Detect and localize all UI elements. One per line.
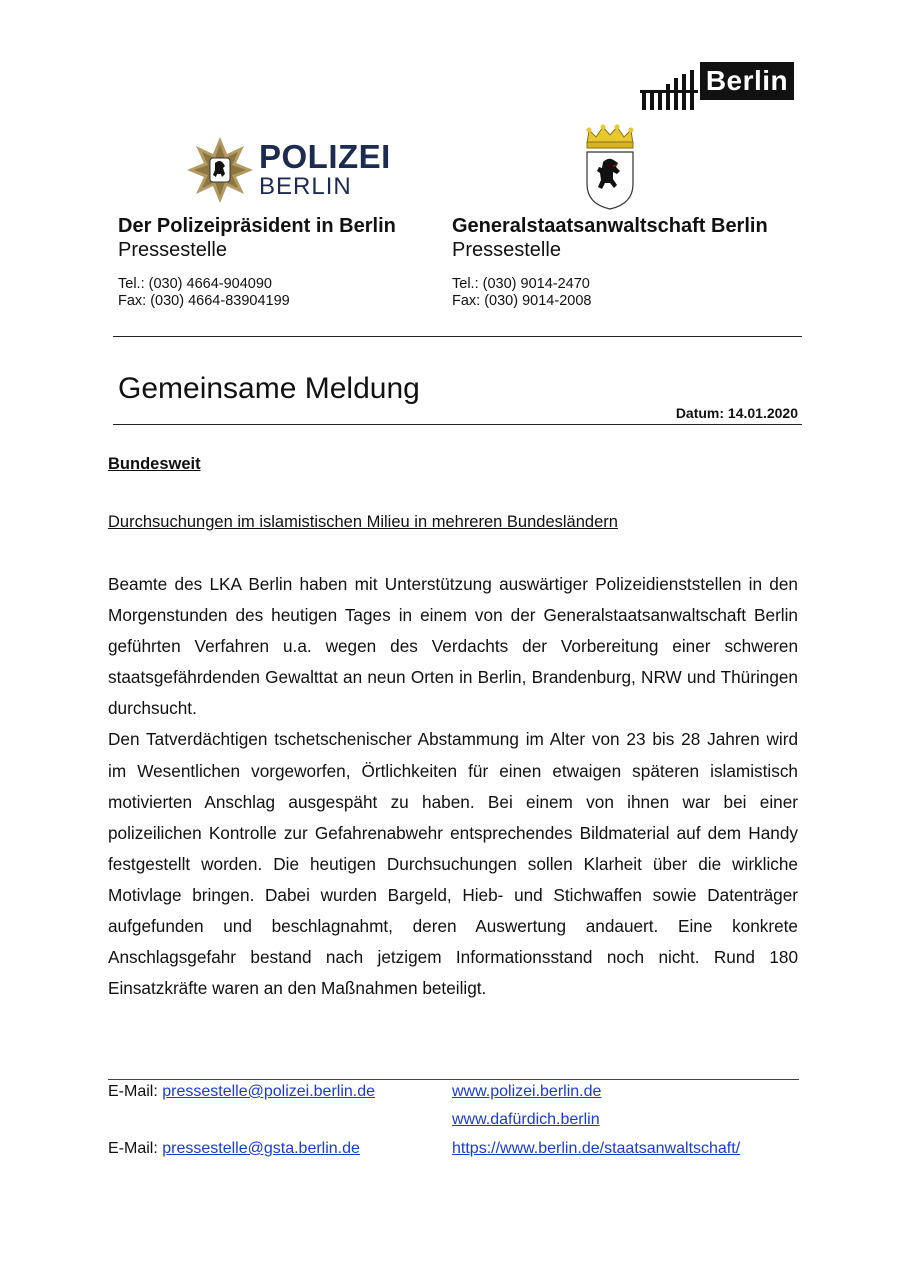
footer-email-gsta-row: [108, 1139, 360, 1159]
web-link-dafuerdich[interactable]: www.dafürdich.berlin: [452, 1111, 600, 1128]
footer-divider: [108, 1079, 799, 1080]
footer-email-police-row: [108, 1082, 375, 1102]
footer-web-link-staatsanwaltschaft[interactable]: [452, 1139, 740, 1159]
police-press-office: [118, 214, 396, 310]
prosecution-org-title: Generalstaatsanwaltschaft Berlin: [452, 215, 768, 237]
document-title: Gemeinsame Meldung: [118, 372, 420, 405]
header-divider: [113, 336, 802, 337]
email-label: E-Mail:: [108, 1140, 163, 1157]
police-fax: Fax: (030) 4664-83904199: [118, 293, 290, 309]
prosecution-tel: Tel.: (030) 9014-2470: [452, 276, 590, 292]
police-star-icon: [186, 136, 254, 204]
email-link-police[interactable]: pressestelle@polizei.berlin.de: [162, 1083, 376, 1100]
web-link-police[interactable]: www.polizei.berlin.de: [452, 1083, 602, 1100]
brandenburg-gate-icon: [640, 70, 698, 110]
berlin-coat-of-arms-icon: [583, 124, 637, 210]
web-link-staatsanwaltschaft[interactable]: https://www.berlin.de/staatsanwaltschaft/: [452, 1140, 741, 1157]
email-link-gsta[interactable]: pressestelle@gsta.berlin.de: [162, 1140, 360, 1157]
footer-web-link-dafuerdich[interactable]: [452, 1110, 600, 1130]
body-paragraph: Beamte des LKA Berlin haben mit Unterstützung auswärtiger Polizeidienststellen in den Morgenstunden des heutigen Tages in einem von der Generalstaatsanwaltschaft Berlin geführten Verfahren u.a. wegen des Verdachts der Vorbereitung einer schweren staatsgefährdenden Gewalttat an neun Orten in Berlin, Brandenburg, NRW und Thüringen durchsucht.: [108, 574, 798, 719]
title-divider: [113, 424, 802, 425]
body-paragraph: Den Tatverdächtigen tschetschenischer Abstammung im Alter von 23 bis 28 Jahren wird im Wesentlichen vorgeworfen, Örtlichkeiten für einen etwaigen späteren islamistisch motivierten Anschlag ausgespäht zu haben. Bei einem von ihnen war bei einer polizeilichen Kontrolle zur Gefahrenabwehr entsprechendes Bildmaterial auf dem Handy festgestellt worden. Die heutigen Durchsuchungen sollen Klarheit über die wirkliche Motivlage bringen. Dabei wurden Bargeld, Hieb- und Stichwaffen sowie Datenträger aufgefunden und beschlagnahmt, deren Auswertung andauert. Eine konkrete Anschlagsgefahr bestand nach jetzigem Informationsstand noch nicht. Rund 180 Einsatzkräfte waren an den Maßnahmen beteiligt.: [108, 729, 798, 999]
prosecution-press-office: [452, 214, 768, 310]
category-heading: Bundesweit: [108, 455, 201, 473]
document-date: Datum: 14.01.2020: [675, 405, 798, 421]
police-tel: Tel.: (030) 4664-904090: [118, 276, 272, 292]
prosecution-fax: Fax: (030) 9014-2008: [452, 293, 592, 309]
email-label: E-Mail:: [108, 1083, 163, 1100]
berlin-logo: [640, 62, 795, 110]
article-body: [108, 569, 798, 1004]
berlin-wordmark-small: BERLIN: [259, 173, 352, 200]
police-org-subtitle: Pressestelle: [118, 239, 227, 261]
prosecution-org-subtitle: Pressestelle: [452, 239, 561, 261]
polizei-berlin-logo: [186, 136, 391, 206]
berlin-wordmark: Berlin: [700, 62, 794, 100]
police-org-title: Der Polizeipräsident in Berlin: [118, 215, 396, 237]
article-subheading: Durchsuchungen im islamistischen Milieu in mehreren Bundesländern: [108, 513, 618, 531]
polizei-wordmark: POLIZEI: [259, 138, 391, 175]
footer-web-link-police[interactable]: [452, 1082, 601, 1102]
